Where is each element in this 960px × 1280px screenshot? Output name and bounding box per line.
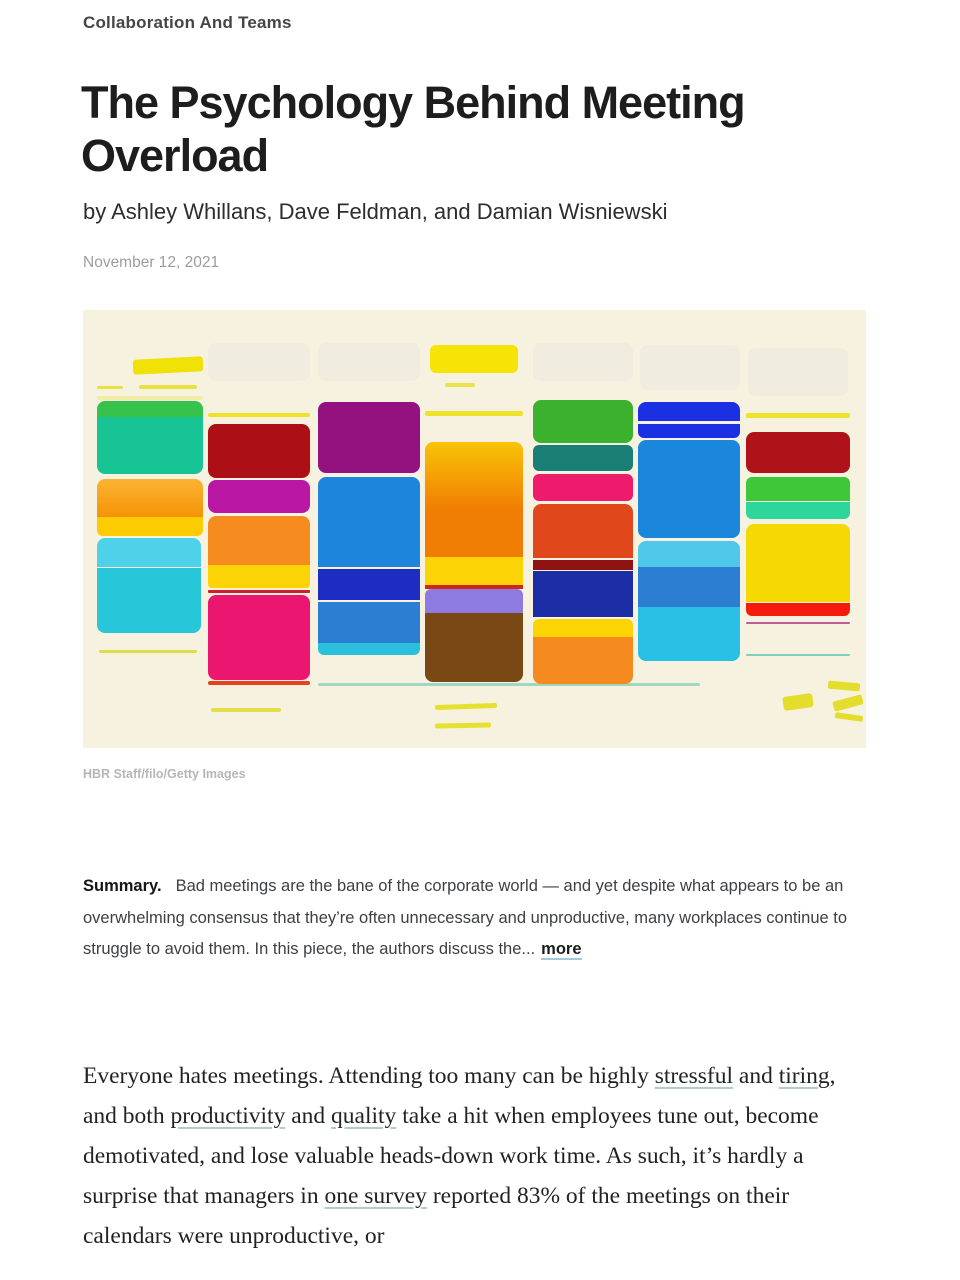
calendar-block (533, 504, 633, 558)
calendar-block (445, 383, 475, 387)
calendar-block (533, 445, 633, 471)
calendar-block (208, 565, 310, 588)
body-text: reported 83% of the meetings on their calendars were unproductive, or (83, 1183, 790, 1249)
calendar-block (746, 502, 850, 519)
calendar-block (638, 541, 740, 567)
inline-link[interactable]: tiring (778, 1063, 830, 1089)
article-body (83, 1056, 875, 1256)
inline-link[interactable]: quality (331, 1103, 397, 1129)
calendar-block (97, 401, 203, 417)
calendar-block (782, 693, 814, 711)
calendar-block (318, 602, 420, 643)
calendar-block (318, 402, 420, 473)
calendar-block (208, 590, 310, 593)
hero-image (83, 310, 866, 748)
calendar-block (638, 402, 740, 421)
calendar-block (97, 396, 203, 400)
calendar-block (139, 385, 197, 389)
calendar-block (746, 524, 850, 602)
calendar-block (533, 560, 633, 570)
calendar-block (533, 474, 633, 501)
calendar-block (318, 643, 420, 655)
article-title: The Psychology Behind Meeting Overload (81, 77, 745, 181)
calendar-block (748, 348, 848, 396)
inline-link[interactable]: productivity (170, 1103, 286, 1129)
calendar-block (832, 694, 864, 711)
calendar-block (208, 480, 310, 513)
calendar-block (97, 386, 123, 389)
publish-date: November 12, 2021 (83, 254, 220, 271)
calendar-block (638, 440, 740, 538)
inline-link[interactable]: stressful (654, 1063, 734, 1089)
more-link[interactable]: more (541, 940, 582, 958)
calendar-block (638, 567, 740, 607)
calendar-block (97, 417, 203, 474)
calendar-block (746, 432, 850, 473)
calendar-block (208, 681, 310, 685)
calendar-block (318, 569, 420, 600)
summary-label: Summary. (83, 877, 162, 895)
topic-category-link[interactable]: Collaboration And Teams (83, 13, 292, 32)
calendar-block (97, 538, 201, 567)
summary-text: Bad meetings are the bane of the corporate world — and yet despite what appears to be an overwhelming consensus that they’re often unnecessary and unproductive, many workplaces continue to struggle to avoid them. In this piece, the authors discuss the... (83, 877, 848, 958)
calendar-block (435, 723, 491, 729)
calendar-block (746, 413, 850, 418)
calendar-block (638, 424, 740, 438)
calendar-block (318, 683, 700, 686)
calendar-block (533, 619, 633, 637)
calendar-block (211, 708, 281, 712)
body-text: take a hit when employees tune out, become demotivated, and lose valuable heads-down work time. As such, it’s hardly a surprise that managers in (83, 1103, 819, 1209)
calendar-block (533, 571, 633, 617)
calendar-block (208, 413, 310, 417)
calendar-block (425, 442, 523, 557)
calendar-block (425, 411, 523, 416)
body-text: and (733, 1063, 779, 1089)
calendar-block (133, 356, 204, 375)
calendar-block (318, 477, 420, 567)
article-byline: by Ashley Whillans, Dave Feldman, and Damian Wisniewski (83, 199, 668, 224)
calendar-block (208, 424, 310, 478)
calendar-block (638, 607, 740, 661)
calendar-block (835, 712, 864, 722)
body-text: and (285, 1103, 332, 1129)
calendar-block (746, 654, 850, 656)
calendar-block (208, 516, 310, 565)
calendar-block (746, 603, 850, 616)
summary-block (83, 871, 867, 966)
calendar-block (97, 517, 203, 536)
calendar-block (208, 343, 310, 381)
calendar-block (533, 637, 633, 684)
calendar-block (208, 595, 310, 680)
calendar-block (746, 477, 850, 501)
calendar-block (318, 343, 420, 381)
calendar-block (425, 557, 523, 585)
body-text: Everyone hates meetings. Attending too many can be highly (83, 1063, 655, 1089)
calendar-block (425, 589, 523, 613)
calendar-block (533, 343, 633, 381)
body-text: , and both (83, 1063, 836, 1129)
inline-link[interactable]: one survey (324, 1183, 427, 1209)
calendar-block (425, 613, 523, 682)
calendar-block (533, 400, 633, 443)
calendar-block (430, 345, 518, 373)
calendar-block (435, 703, 497, 710)
calendar-block (640, 345, 740, 390)
calendar-block (97, 568, 201, 633)
calendar-block (746, 622, 850, 624)
calendar-block (97, 479, 203, 517)
calendar-block (828, 681, 861, 692)
calendar-block (99, 650, 197, 653)
image-credit: HBR Staff/filo/Getty Images (83, 767, 246, 781)
